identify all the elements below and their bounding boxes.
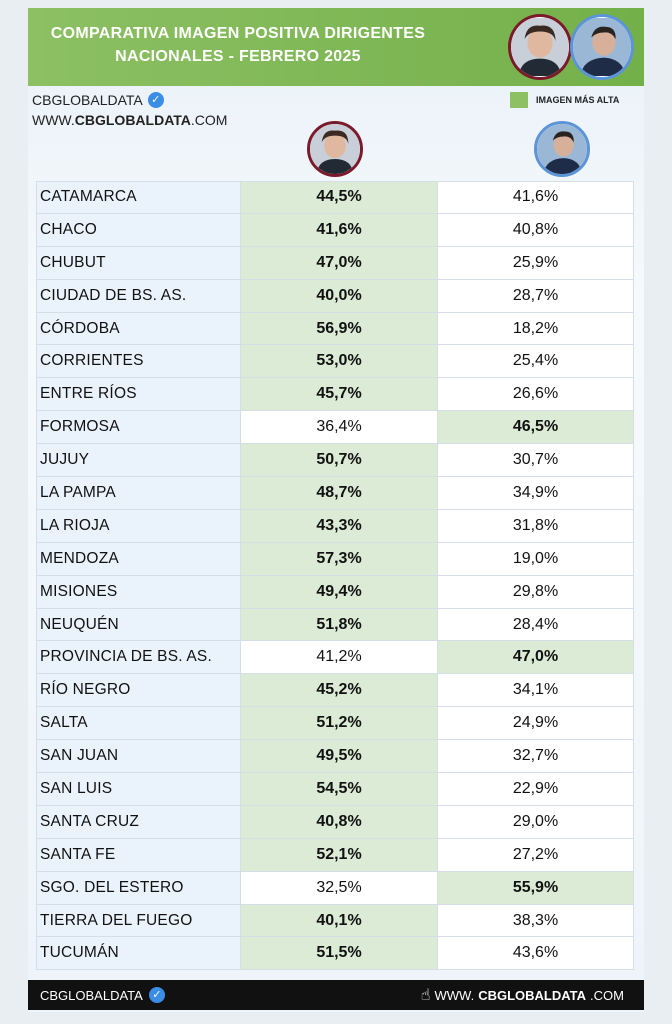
table-row	[36, 609, 634, 642]
province-name: ENTRE RÍOS	[36, 378, 241, 411]
value-leader-a: 52,1%	[241, 839, 438, 872]
value-leader-b: 24,9%	[438, 707, 634, 740]
value-leader-b: 46,5%	[438, 411, 634, 444]
avatar-leader-a-header	[508, 14, 572, 80]
comparison-table	[36, 181, 634, 970]
table-row	[36, 444, 634, 477]
province-name: SALTA	[36, 707, 241, 740]
value-leader-b: 18,2%	[438, 313, 634, 346]
value-leader-a: 47,0%	[241, 247, 438, 280]
value-leader-a: 40,1%	[241, 905, 438, 938]
province-name: PROVINCIA DE BS. AS.	[36, 641, 241, 674]
footer-brand	[40, 987, 165, 1003]
value-leader-b: 55,9%	[438, 872, 634, 905]
province-name: SANTA FE	[36, 839, 241, 872]
value-leader-b: 29,8%	[438, 576, 634, 609]
brand-url-bold: CBGLOBALDATA	[74, 112, 191, 128]
value-leader-a: 51,8%	[241, 609, 438, 642]
table-row	[36, 740, 634, 773]
table-row	[36, 839, 634, 872]
value-leader-a: 53,0%	[241, 345, 438, 378]
province-name: CÓRDOBA	[36, 313, 241, 346]
table-row	[36, 510, 634, 543]
verified-icon: ✓	[149, 987, 165, 1003]
title-line-1: COMPARATIVA IMAGEN POSITIVA DIRIGENTES	[50, 25, 426, 42]
value-leader-a: 45,7%	[241, 378, 438, 411]
legend	[510, 92, 619, 108]
table-row	[36, 872, 634, 905]
value-leader-a: 48,7%	[241, 477, 438, 510]
province-name: LA RIOJA	[36, 510, 241, 543]
value-leader-a: 51,5%	[241, 937, 438, 970]
value-leader-a: 56,9%	[241, 313, 438, 346]
province-name: CHACO	[36, 214, 241, 247]
value-leader-a: 50,7%	[241, 444, 438, 477]
value-leader-a: 41,6%	[241, 214, 438, 247]
value-leader-a: 40,0%	[241, 280, 438, 313]
table-row	[36, 411, 634, 444]
province-name: SANTA CRUZ	[36, 806, 241, 839]
verified-icon: ✓	[148, 92, 164, 108]
brand-url-prefix: WWW.	[32, 112, 75, 128]
legend-swatch	[510, 92, 528, 108]
province-name: CATAMARCA	[36, 181, 241, 214]
table-row	[36, 576, 634, 609]
footer-bar	[28, 980, 644, 1010]
province-name: TIERRA DEL FUEGO	[36, 905, 241, 938]
table-row	[36, 707, 634, 740]
footer-brand-text: CBGLOBALDATA	[40, 987, 143, 1003]
value-leader-a: 54,5%	[241, 773, 438, 806]
avatar-leader-a-column	[307, 121, 363, 177]
value-leader-a: 44,5%	[241, 181, 438, 214]
value-leader-b: 25,4%	[438, 345, 634, 378]
province-name: FORMOSA	[36, 411, 241, 444]
province-name: JUJUY	[36, 444, 241, 477]
province-name: SAN LUIS	[36, 773, 241, 806]
province-name: CHUBUT	[36, 247, 241, 280]
person-b-icon	[537, 124, 587, 174]
value-leader-b: 29,0%	[438, 806, 634, 839]
value-leader-b: 31,8%	[438, 510, 634, 543]
value-leader-b: 40,8%	[438, 214, 634, 247]
page-title	[28, 22, 448, 68]
avatar-leader-b-column	[534, 121, 590, 177]
table-row	[36, 247, 634, 280]
table-row	[36, 773, 634, 806]
footer-url[interactable]	[421, 985, 624, 1005]
value-leader-a: 57,3%	[241, 543, 438, 576]
value-leader-b: 26,6%	[438, 378, 634, 411]
value-leader-b: 28,4%	[438, 609, 634, 642]
footer-url-bold: CBGLOBALDATA	[478, 987, 587, 1003]
province-name: MENDOZA	[36, 543, 241, 576]
value-leader-a: 32,5%	[241, 872, 438, 905]
footer-url-suffix: .COM	[590, 987, 624, 1003]
value-leader-a: 45,2%	[241, 674, 438, 707]
province-name: CORRIENTES	[36, 345, 241, 378]
value-leader-b: 41,6%	[438, 181, 634, 214]
value-leader-a: 36,4%	[241, 411, 438, 444]
value-leader-b: 43,6%	[438, 937, 634, 970]
table-row	[36, 674, 634, 707]
table-row	[36, 937, 634, 970]
province-name: TUCUMÁN	[36, 937, 241, 970]
value-leader-a: 51,2%	[241, 707, 438, 740]
value-leader-b: 47,0%	[438, 641, 634, 674]
table-row	[36, 641, 634, 674]
table-row	[36, 905, 634, 938]
brand-block	[32, 92, 227, 128]
table-row	[36, 477, 634, 510]
table-row	[36, 181, 634, 214]
person-a-icon	[310, 124, 360, 174]
brand-name-text: CBGLOBALDATA	[32, 92, 143, 108]
value-leader-a: 49,5%	[241, 740, 438, 773]
brand-name	[32, 92, 227, 108]
avatar-leader-b-header	[570, 14, 634, 80]
table-row	[36, 313, 634, 346]
legend-label: IMAGEN MÁS ALTA	[536, 95, 620, 105]
value-leader-b: 28,7%	[438, 280, 634, 313]
table-row	[36, 378, 634, 411]
pointer-hand-icon: ☝	[420, 987, 431, 1004]
value-leader-b: 27,2%	[438, 839, 634, 872]
province-name: NEUQUÉN	[36, 609, 241, 642]
table-row	[36, 543, 634, 576]
value-leader-a: 40,8%	[241, 806, 438, 839]
value-leader-b: 32,7%	[438, 740, 634, 773]
value-leader-b: 22,9%	[438, 773, 634, 806]
province-name: LA PAMPA	[36, 477, 241, 510]
value-leader-b: 19,0%	[438, 543, 634, 576]
value-leader-b: 25,9%	[438, 247, 634, 280]
table-row	[36, 280, 634, 313]
value-leader-b: 34,9%	[438, 477, 634, 510]
province-name: CIUDAD DE BS. AS.	[36, 280, 241, 313]
province-name: SAN JUAN	[36, 740, 241, 773]
value-leader-b: 38,3%	[438, 905, 634, 938]
brand-url-suffix: .COM	[190, 112, 228, 128]
person-a-icon	[511, 17, 569, 77]
value-leader-a: 41,2%	[241, 641, 438, 674]
province-name: RÍO NEGRO	[36, 674, 241, 707]
person-b-icon	[573, 17, 631, 77]
table-row	[36, 214, 634, 247]
title-line-2: NACIONALES - FEBRERO 2025	[115, 48, 361, 65]
table-row	[36, 345, 634, 378]
footer-url-prefix: WWW.	[434, 987, 475, 1003]
province-name: SGO. DEL ESTERO	[36, 872, 241, 905]
province-name: MISIONES	[36, 576, 241, 609]
value-leader-a: 49,4%	[241, 576, 438, 609]
table-row	[36, 806, 634, 839]
value-leader-a: 43,3%	[241, 510, 438, 543]
brand-url[interactable]	[32, 112, 227, 128]
value-leader-b: 34,1%	[438, 674, 634, 707]
value-leader-b: 30,7%	[438, 444, 634, 477]
